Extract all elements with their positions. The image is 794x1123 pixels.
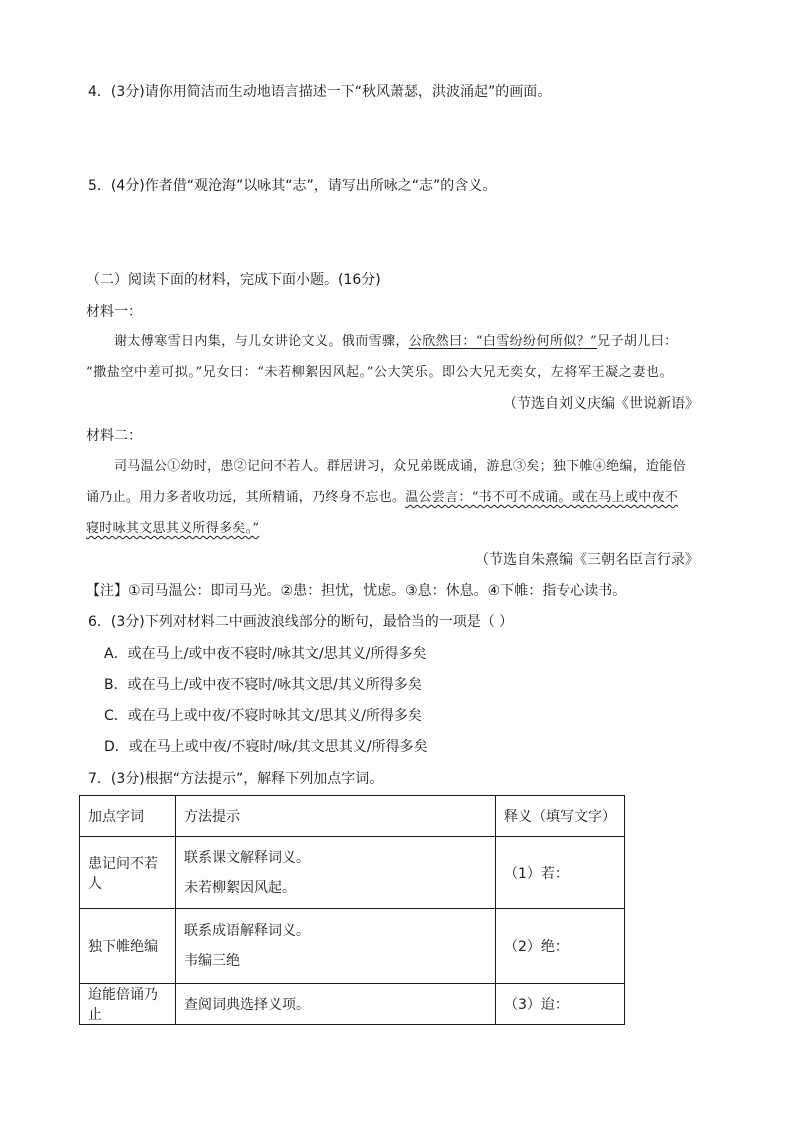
hint-cell: 联系成语解释词义。 韦编三绝	[176, 909, 496, 984]
word-cell: 迨能倍诵乃止	[80, 984, 176, 1025]
material-2-line-3	[86, 519, 259, 539]
table-row	[80, 909, 625, 984]
hint-cell: 查阅词典选择义项。	[176, 984, 496, 1025]
wavy-underlined-text: 寝时咏其文思其义所得多矣。”	[86, 521, 260, 536]
answer-cell[interactable]: （1）若：	[496, 837, 625, 909]
section-2-heading: （二）阅读下面的材料，完成下面小题。(16分)	[86, 272, 381, 288]
vocabulary-table	[79, 795, 625, 1025]
table-header: 方法提示	[176, 796, 496, 837]
table-row	[80, 837, 625, 909]
table-header-row	[80, 796, 625, 837]
option-c: C．或在马上或中夜/不寝时咏其文/思其义/所得多矣	[104, 708, 422, 724]
answer-cell[interactable]: （2）绝：	[496, 909, 625, 984]
question-6-stem: 6．(3分)下列对材料二中画波浪线部分的断句，最恰当的一项是（ ）	[88, 614, 514, 630]
table-header: 释义（填写文字）	[496, 796, 625, 837]
material-2-line-2: 诵乃止。用力多者收功远，其所精诵，乃终身不忘也。温公尝言：“书不可不成诵。或在马上或中夜不	[86, 490, 679, 505]
question-5: 5．(4分)作者借“观沧海”以咏其“志”，请写出所咏之“志”的含义。	[88, 178, 497, 194]
underlined-quote: 公欣然曰：“白雪纷纷何所似？”	[408, 334, 598, 349]
option-b: B．或在马上/或中夜不寝时/咏其文思/其义所得多矣	[104, 677, 422, 693]
material-1-label: 材料一：	[86, 304, 142, 320]
table-row	[80, 984, 625, 1025]
word-cell: 独下帷绝编	[80, 909, 176, 984]
question-7-stem: 7．(3分)根据“方法提示”，解释下列加点字词。	[88, 771, 384, 787]
word-cell: 患记问不若人	[80, 837, 176, 909]
material-2-source: （节选自朱熹编《三朝名臣言行录》	[475, 552, 699, 568]
material-2-label: 材料二：	[86, 428, 142, 444]
wavy-underlined-text: 温公尝言：“书不可不成诵。或在马上或中夜不	[405, 490, 679, 505]
material-2-line-1: 司马温公①幼时，患②记问不若人。群居讲习，众兄弟既成诵，游息③矣；独下帷④绝编，迨能倍	[114, 459, 686, 474]
material-1-source: （节选自刘义庆编《世说新语》	[503, 396, 699, 412]
table-header: 加点字词	[80, 796, 176, 837]
material-1-line-1: 谢太傅寒雪日内集，与儿女讲论文义。俄而雪骤，公欣然曰：“白雪纷纷何所似？”兄子胡儿曰：	[114, 334, 678, 349]
footnote: 【注】①司马温公：即司马光。②患：担忧，忧虑。③息：休息。④下帷：指专心读书。	[86, 583, 627, 599]
question-4: 4．(3分)请你用简洁而生动地语言描述一下“秋风萧瑟，洪波涌起”的画面。	[88, 84, 552, 100]
hint-cell: 联系课文解释词义。 未若柳絮因风起。	[176, 837, 496, 909]
option-a: A．或在马上/或中夜不寝时/咏其文/思其义/所得多矣	[104, 646, 427, 662]
option-d: D．或在马上或中夜/不寝时/咏/其文思其义/所得多矣	[104, 739, 428, 755]
answer-cell[interactable]: （3）迨：	[496, 984, 625, 1025]
material-1-line-2: “撒盐空中差可拟。”兄女曰：“未若柳絮因风起。”公大笑乐。即公大兄无奕女，左将军王凝之妻也。	[86, 365, 674, 380]
